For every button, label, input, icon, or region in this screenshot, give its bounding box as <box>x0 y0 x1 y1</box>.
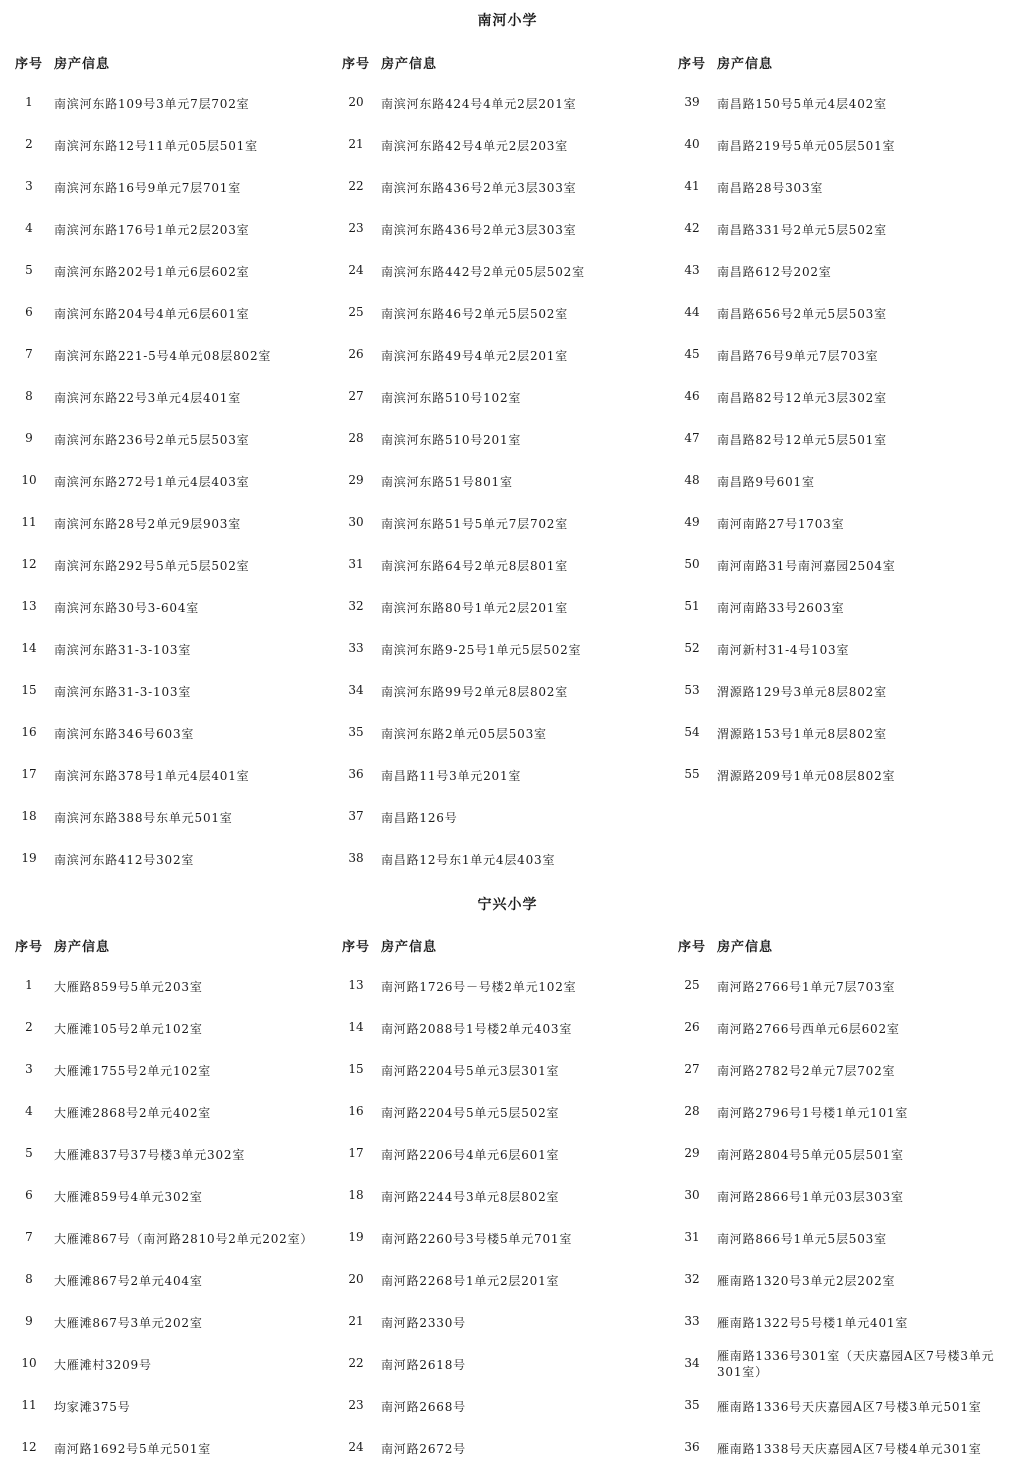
property-address: 南河南路31号南河嘉园2504室 <box>717 559 896 573</box>
property-address: 南河路1692号5单元501室 <box>54 1442 212 1456</box>
row-number: 26 <box>348 347 364 361</box>
property-address: 南河路2804号5单元05层501室 <box>717 1148 904 1162</box>
row-number: 15 <box>348 1062 364 1076</box>
property-address: 南滨河东路22号3单元4层401室 <box>54 391 242 405</box>
property-address: 南河路2766号1单元7层703室 <box>717 980 896 994</box>
row-number: 55 <box>684 767 700 781</box>
row-number: 52 <box>684 641 700 655</box>
property-address: 大雁滩859号4单元302室 <box>54 1190 203 1204</box>
row-number: 40 <box>684 137 700 151</box>
property-address: 大雁滩1755号2单元102室 <box>54 1064 212 1078</box>
property-address: 南滨河东路412号302室 <box>54 853 195 867</box>
row-number: 6 <box>25 1188 33 1202</box>
property-address: 南滨河东路202号1单元6层602室 <box>54 265 250 279</box>
property-address: 南河新村31-4号103室 <box>717 643 850 657</box>
property-address: 雁南路1336号天庆嘉园A区7号楼3单元501室 <box>717 1400 982 1414</box>
row-number: 39 <box>684 95 700 109</box>
row-number: 32 <box>684 1272 700 1286</box>
property-address: 南昌路82号12单元5层501室 <box>717 433 887 447</box>
row-number: 1 <box>25 95 33 109</box>
property-address: 南河路2088号1号楼2单元403室 <box>381 1022 573 1036</box>
row-number: 29 <box>348 473 364 487</box>
property-address: 渭源路209号1单元08层802室 <box>717 769 896 783</box>
row-number: 33 <box>684 1314 700 1328</box>
property-address: 南河路2206号4单元6层601室 <box>381 1148 560 1162</box>
property-address: 南昌路76号9单元7层703室 <box>717 349 879 363</box>
property-address: 南河路2204号5单元5层502室 <box>381 1106 560 1120</box>
column-header <box>342 53 437 72</box>
property-address: 南昌路11号3单元201室 <box>381 769 522 783</box>
property-address: 雁南路1336号301室（天庆嘉园A区7号楼3单元301室） <box>717 1349 995 1379</box>
property-address: 渭源路129号3单元8层802室 <box>717 685 887 699</box>
property-address: 南滨河东路388号东单元501室 <box>54 811 233 825</box>
property-address: 南滨河东路272号1单元4层403室 <box>54 475 250 489</box>
row-number: 25 <box>684 978 700 992</box>
property-address: 南昌路612号202室 <box>717 265 832 279</box>
property-address: 南昌路219号5单元05层501室 <box>717 139 896 153</box>
row-number: 37 <box>348 809 364 823</box>
header-number: 序号 <box>678 940 707 955</box>
row-number: 12 <box>21 557 37 571</box>
row-number: 30 <box>684 1188 700 1202</box>
row-number: 34 <box>348 683 364 697</box>
property-address: 大雁路859号5单元203室 <box>54 980 203 994</box>
row-number: 4 <box>25 1104 33 1118</box>
row-number: 2 <box>25 1020 33 1034</box>
property-address: 南滨河东路99号2单元8层802室 <box>381 685 569 699</box>
row-number: 9 <box>25 1314 33 1328</box>
header-number: 序号 <box>342 940 371 955</box>
property-address: 大雁滩105号2单元102室 <box>54 1022 203 1036</box>
property-address: 南昌路331号2单元5层502室 <box>717 223 887 237</box>
column-header <box>15 936 110 955</box>
column-header <box>678 936 773 955</box>
property-address: 南河路2204号5单元3层301室 <box>381 1064 560 1078</box>
property-address: 南滨河东路9-25号1单元5层502室 <box>381 643 582 657</box>
column-header <box>678 53 773 72</box>
property-address: 南河路866号1单元5层503室 <box>717 1232 887 1246</box>
header-property-info: 房产信息 <box>381 940 438 955</box>
property-address: 大雁滩867号（南河路2810号2单元202室） <box>54 1232 314 1246</box>
property-address: 南滨河东路378号1单元4层401室 <box>54 769 250 783</box>
row-number: 36 <box>684 1440 700 1454</box>
property-address: 南滨河东路204号4单元6层601室 <box>54 307 250 321</box>
property-address: 南河路2866号1单元03层303室 <box>717 1190 904 1204</box>
row-number: 23 <box>348 1398 364 1412</box>
property-address: 南昌路82号12单元3层302室 <box>717 391 887 405</box>
property-address: 南滨河东路346号603室 <box>54 727 195 741</box>
property-address: 南昌路656号2单元5层503室 <box>717 307 887 321</box>
row-number: 13 <box>348 978 364 992</box>
property-address: 南滨河东路236号2单元5层503室 <box>54 433 250 447</box>
property-address: 南河南路27号1703室 <box>717 517 845 531</box>
row-number: 48 <box>684 473 700 487</box>
property-address: 雁南路1322号5号楼1单元401室 <box>717 1316 909 1330</box>
row-number: 24 <box>348 1440 364 1454</box>
property-address: 大雁滩867号3单元202室 <box>54 1316 203 1330</box>
property-address: 大雁滩2868号2单元402室 <box>54 1106 212 1120</box>
property-address: 南滨河东路51号801室 <box>381 475 513 489</box>
row-number: 28 <box>684 1104 700 1118</box>
property-address: 南滨河东路292号5单元5层502室 <box>54 559 250 573</box>
row-number: 30 <box>348 515 364 529</box>
header-number: 序号 <box>342 57 371 72</box>
row-number: 31 <box>684 1230 700 1244</box>
property-address: 南滨河东路42号4单元2层203室 <box>381 139 569 153</box>
row-number: 11 <box>21 1398 37 1412</box>
row-number: 29 <box>684 1146 700 1160</box>
row-number: 10 <box>21 1356 37 1370</box>
row-number: 1 <box>25 978 33 992</box>
property-address: 南滨河东路28号2单元9层903室 <box>54 517 242 531</box>
property-address: 大雁滩村3209号 <box>54 1358 152 1372</box>
row-number: 6 <box>25 305 33 319</box>
property-address: 南滨河东路51号5单元7层702室 <box>381 517 569 531</box>
property-address: 南河路2782号2单元7层702室 <box>717 1064 896 1078</box>
property-address: 南河路2766号西单元6层602室 <box>717 1022 900 1036</box>
row-number: 44 <box>684 305 700 319</box>
property-address: 南滨河东路442号2单元05层502室 <box>381 265 585 279</box>
property-address: 南河路2672号 <box>381 1442 466 1456</box>
property-address: 南河路2330号 <box>381 1316 466 1330</box>
property-address: 南滨河东路436号2单元3层303室 <box>381 223 577 237</box>
row-number: 35 <box>348 725 364 739</box>
row-number: 16 <box>21 725 37 739</box>
row-number: 18 <box>348 1188 364 1202</box>
row-number: 17 <box>21 767 37 781</box>
property-address: 均家滩375号 <box>54 1400 131 1414</box>
property-address: 南滨河东路510号102室 <box>381 391 522 405</box>
row-number: 32 <box>348 599 364 613</box>
row-number: 33 <box>348 641 364 655</box>
property-address: 南滨河东路510号201室 <box>381 433 522 447</box>
property-address: 南滨河东路16号9单元7层701室 <box>54 181 242 195</box>
property-address: 南滨河东路221-5号4单元08层802室 <box>54 349 272 363</box>
row-number: 8 <box>25 389 33 403</box>
row-number: 27 <box>684 1062 700 1076</box>
header-property-info: 房产信息 <box>54 57 111 72</box>
property-address: 南河路2618号 <box>381 1358 466 1372</box>
row-number: 47 <box>684 431 700 445</box>
row-number: 34 <box>684 1356 700 1370</box>
row-number: 41 <box>684 179 700 193</box>
property-address: 南滨河东路31-3-103室 <box>54 643 192 657</box>
property-address: 南河路2268号1单元2层201室 <box>381 1274 560 1288</box>
property-address: 南河南路33号2603室 <box>717 601 845 615</box>
row-number: 31 <box>348 557 364 571</box>
section-title: 南河小学 <box>477 13 538 29</box>
row-number: 2 <box>25 137 33 151</box>
header-number: 序号 <box>678 57 707 72</box>
table-row <box>678 1349 995 1398</box>
row-number: 7 <box>25 347 33 361</box>
property-address: 南滨河东路436号2单元3层303室 <box>381 181 577 195</box>
property-address: 南滨河东路46号2单元5层502室 <box>381 307 569 321</box>
property-address: 南昌路150号5单元4层402室 <box>717 97 887 111</box>
property-address: 雁南路1320号3单元2层202室 <box>717 1274 896 1288</box>
property-address: 南滨河东路31-3-103室 <box>54 685 192 699</box>
row-number: 38 <box>348 851 364 865</box>
row-number: 11 <box>21 515 37 529</box>
row-number: 53 <box>684 683 700 697</box>
row-number: 4 <box>25 221 33 235</box>
row-number: 15 <box>21 683 37 697</box>
row-number: 50 <box>684 557 700 571</box>
column-header <box>342 936 437 955</box>
row-number: 20 <box>348 1272 364 1286</box>
row-number: 3 <box>25 179 33 193</box>
row-number: 21 <box>348 1314 364 1328</box>
row-number: 14 <box>21 641 37 655</box>
row-number: 19 <box>21 851 37 865</box>
property-address: 南河路2668号 <box>381 1400 466 1414</box>
row-number: 9 <box>25 431 33 445</box>
row-number: 19 <box>348 1230 364 1244</box>
property-address: 南滨河东路49号4单元2层201室 <box>381 349 569 363</box>
row-number: 22 <box>348 1356 364 1370</box>
header-number: 序号 <box>15 57 44 72</box>
row-number: 16 <box>348 1104 364 1118</box>
property-address: 南河路2796号1号楼1单元101室 <box>717 1106 909 1120</box>
property-address: 南滨河东路80号1单元2层201室 <box>381 601 569 615</box>
row-number: 10 <box>21 473 37 487</box>
row-number: 5 <box>25 1146 33 1160</box>
property-address: 南昌路9号601室 <box>717 475 815 489</box>
row-number: 49 <box>684 515 700 529</box>
row-number: 8 <box>25 1272 33 1286</box>
row-number: 46 <box>684 389 700 403</box>
row-number: 36 <box>348 767 364 781</box>
property-address: 南滨河东路109号3单元7层702室 <box>54 97 250 111</box>
property-address: 南滨河东路176号1单元2层203室 <box>54 223 250 237</box>
row-number: 43 <box>684 263 700 277</box>
row-number: 3 <box>25 1062 33 1076</box>
property-address: 大雁滩867号2单元404室 <box>54 1274 203 1288</box>
row-number: 25 <box>348 305 364 319</box>
row-number: 27 <box>348 389 364 403</box>
row-number: 21 <box>348 137 364 151</box>
property-address: 南滨河东路64号2单元8层801室 <box>381 559 569 573</box>
row-number: 12 <box>21 1440 37 1454</box>
row-number: 18 <box>21 809 37 823</box>
property-address: 大雁滩837号37号楼3单元302室 <box>54 1148 246 1162</box>
row-number: 54 <box>684 725 700 739</box>
row-number: 45 <box>684 347 700 361</box>
property-address: 南昌路28号303室 <box>717 181 824 195</box>
row-number: 51 <box>684 599 700 613</box>
row-number: 24 <box>348 263 364 277</box>
row-number: 5 <box>25 263 33 277</box>
property-address: 南滨河东路2单元05层503室 <box>381 727 547 741</box>
header-property-info: 房产信息 <box>54 940 111 955</box>
header-property-info: 房产信息 <box>381 57 438 72</box>
row-number: 20 <box>348 95 364 109</box>
row-number: 23 <box>348 221 364 235</box>
header-property-info: 房产信息 <box>717 940 774 955</box>
property-address: 南河路2244号3单元8层802室 <box>381 1190 560 1204</box>
row-number: 26 <box>684 1020 700 1034</box>
property-address: 南昌路126号 <box>381 811 458 825</box>
header-property-info: 房产信息 <box>717 57 774 72</box>
column-header <box>15 53 110 72</box>
row-number: 13 <box>21 599 37 613</box>
property-address: 南昌路12号东1单元4层403室 <box>381 853 556 867</box>
row-number: 7 <box>25 1230 33 1244</box>
row-number: 22 <box>348 179 364 193</box>
section-title: 宁兴小学 <box>477 897 538 913</box>
property-address: 南河路2260号3号楼5单元701室 <box>381 1232 573 1246</box>
property-address: 渭源路153号1单元8层802室 <box>717 727 887 741</box>
row-number: 42 <box>684 221 700 235</box>
row-number: 17 <box>348 1146 364 1160</box>
row-number: 14 <box>348 1020 364 1034</box>
property-address: 南滨河东路424号4单元2层201室 <box>381 97 577 111</box>
row-number: 35 <box>684 1398 700 1412</box>
property-address: 南滨河东路30号3-604室 <box>54 601 200 615</box>
header-number: 序号 <box>15 940 44 955</box>
property-address: 雁南路1338号天庆嘉园A区7号楼4单元301室 <box>717 1442 982 1456</box>
row-number: 28 <box>348 431 364 445</box>
property-address: 南河路1726号－号楼2单元102室 <box>381 980 577 994</box>
property-address: 南滨河东路12号11单元05层501室 <box>54 139 258 153</box>
